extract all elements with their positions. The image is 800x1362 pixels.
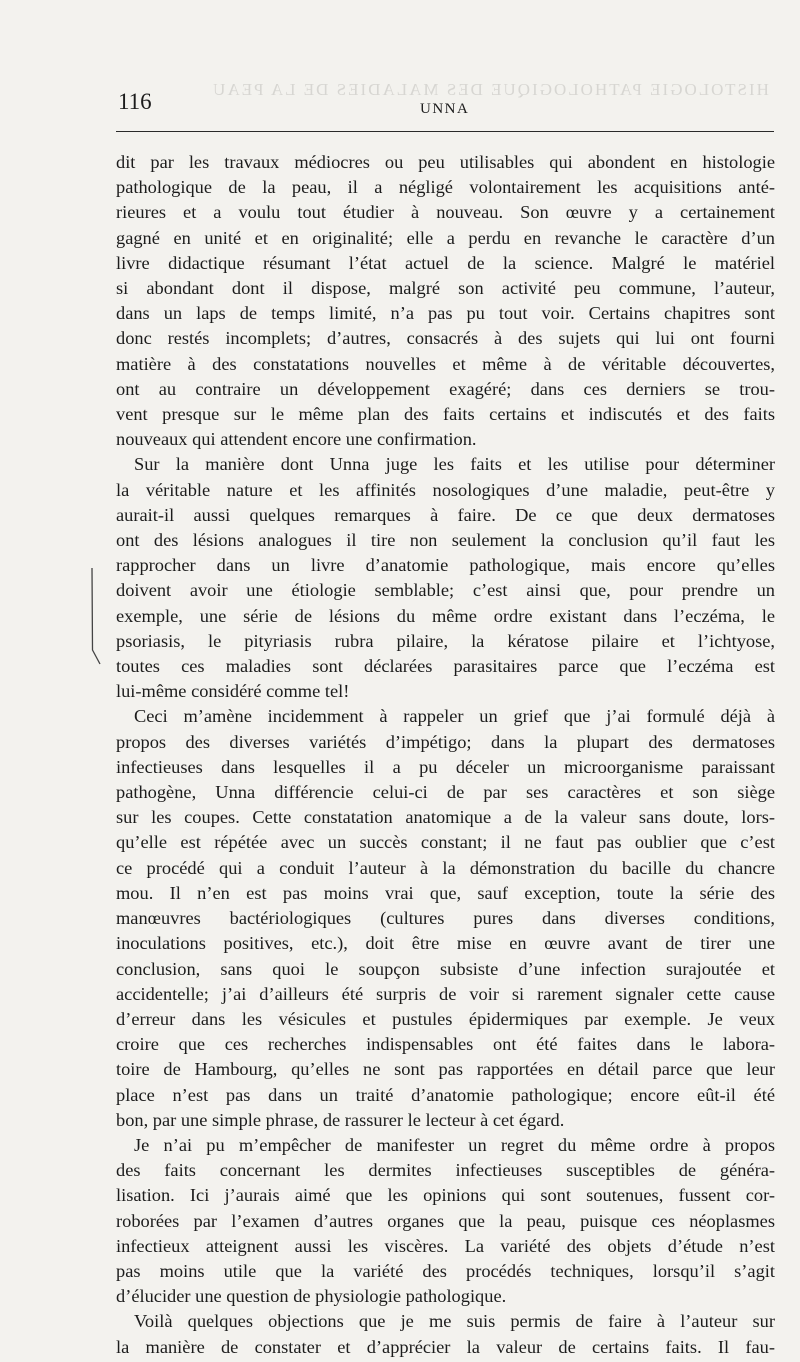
text-line: la véritable nature et les affinités nosologiques d’une maladie, peut-être y [116, 479, 775, 500]
text-line: rapprocher dans un livre d’anatomie pathologique, mais encore qu’elles [116, 555, 775, 576]
text-line: ce procédé qui a conduit l’auteur à la démonstration du bacille du chancre [116, 857, 775, 878]
text-line: dans un laps de temps limité, n’a pas pu tout voir. Certains chapitres sont [116, 303, 775, 324]
text-line: manœuvres bactériologiques (cultures pures dans diverses conditions, [116, 908, 775, 929]
text-line: Voilà quelques objections que je me suis permis de faire à l’auteur sur [134, 1311, 775, 1332]
text-line: Sur la manière dont Unna juge les faits et les utilise pour déterminer [134, 454, 775, 475]
margin-pencil-mark [90, 568, 104, 668]
header-rule [116, 131, 774, 132]
text-line: ont des lésions analogues il tire non seulement la conclusion qu’il faut les [116, 530, 775, 551]
text-line: vent presque sur le même plan des faits certains et indiscutés et des faits [116, 404, 775, 425]
body-text [116, 150, 775, 1360]
text-line: conclusion, sans quoi le soupçon subsiste d’une infection surajoutée et [116, 958, 775, 979]
text-line: matière à des constatations nouvelles et même à de véritable découvertes, [116, 353, 775, 374]
text-line: mou. Il n’en est pas moins vrai que, sauf exception, toute la série des [116, 882, 775, 903]
text-line: lui-même considéré comme tel! [116, 681, 350, 702]
text-line: lisation. Ici j’aurais aimé que les opinions qui sont soutenues, fussent cor- [116, 1185, 775, 1206]
text-line: donc restés incomplets; d’autres, consacrés à des sujets qui lui ont fourni [116, 328, 775, 349]
paragraph [116, 1309, 775, 1359]
text-line: Ceci m’amène incidemment à rappeler un grief que j’ai formulé déjà à [134, 706, 775, 727]
text-line: des faits concernant les dermites infectieuses susceptibles de généra- [116, 1160, 775, 1181]
text-line: nouveaux qui attendent encore une confirmation. [116, 429, 477, 450]
text-line: d’élucider une question de physiologie pathologique. [116, 1286, 507, 1307]
bleed-through-text: HISTOLOGIE PATHOLOGIQUE DES MALADIES DE LA PEAU [211, 80, 769, 99]
text-line: Je n’ai pu m’empêcher de manifester un regret du même ordre à propos [134, 1134, 775, 1155]
text-line: sur les coupes. Cette constatation anatomique a de la valeur sans doute, lors- [116, 807, 775, 828]
text-line: d’erreur dans les vésicules et pustules épidermiques par exemple. Je veux [116, 1008, 775, 1029]
text-line: qu’elle est répétée avec un succès constant; il ne faut pas oublier que c’est [116, 832, 775, 853]
text-line: inoculations positives, etc.), doit être mise en œuvre avant de tirer une [116, 933, 775, 954]
text-line: pathologique de la peau, il a négligé volontairement les acquisitions anté- [116, 177, 775, 198]
text-line: infectieuses dans lesquelles il a pu déceler un microorganisme paraissant [116, 756, 775, 777]
paragraph [116, 150, 775, 452]
text-line: croire que ces recherches indispensables ont été faites dans le labora- [116, 1034, 775, 1055]
text-line: roborées par l’examen d’autres organes que la peau, puisque ces néoplasmes [116, 1210, 775, 1231]
text-line: gagné en unité et en originalité; elle a perdu en revanche le caractère d’un [116, 227, 775, 248]
running-head: UNNA [420, 101, 470, 117]
text-line: place n’est pas dans un traité d’anatomie pathologique; encore eût-il été [116, 1084, 775, 1105]
text-line: la manière de constater et d’apprécier la valeur de certains faits. Il fau- [116, 1336, 775, 1357]
text-line: pas moins utile que la variété des procédés techniques, lorsqu’il s’agit [116, 1260, 775, 1281]
text-line: pathogène, Unna différencie celui-ci de par ses caractères et son siège [116, 782, 775, 803]
page-number: 116 [118, 89, 152, 114]
text-line: si abondant dont il dispose, malgré son activité peu commune, l’auteur, [116, 278, 775, 299]
paragraph [116, 452, 775, 704]
text-line: dit par les travaux médiocres ou peu utilisables qui abondent en histologie [116, 152, 775, 172]
text-line: rieures et a voulu tout étudier à nouveau. Son œuvre y a certainement [116, 202, 775, 223]
text-line: ont au contraire un développement exagéré; dans ces derniers se trou- [116, 378, 775, 399]
text-line: aurait-il aussi quelques remarques à faire. De ce que deux dermatoses [116, 504, 775, 525]
text-line: toutes ces maladies sont déclarées parasitaires parce que l’eczéma est [116, 656, 775, 677]
text-line: accidentelle; j’ai d’ailleurs été surpris de voir si rarement signaler cette cause [116, 983, 775, 1004]
paragraph [116, 704, 775, 1132]
text-line: bon, par une simple phrase, de rassurer le lecteur à cet égard. [116, 1109, 565, 1130]
text-line: propos des diverses variétés d’impétigo; dans la plupart des dermatoses [116, 731, 775, 752]
text-line: infectieux atteignent aussi les viscères. La variété des objets d’étude n’est [116, 1235, 775, 1256]
text-line: toire de Hambourg, qu’elles ne sont pas rapportées en détail parce que leur [116, 1059, 775, 1080]
text-line: livre didactique résumant l’état actuel de la science. Malgré le matériel [116, 252, 775, 273]
text-line: exemple, une série de lésions du même ordre existant dans l’eczéma, le [116, 605, 775, 626]
paragraph [116, 1133, 775, 1309]
text-line: psoriasis, le pityriasis rubra pilaire, la kératose pilaire et l’ichtyose, [116, 630, 775, 651]
text-line: doivent avoir une étiologie semblable; c’est ainsi que, pour prendre un [116, 580, 775, 601]
